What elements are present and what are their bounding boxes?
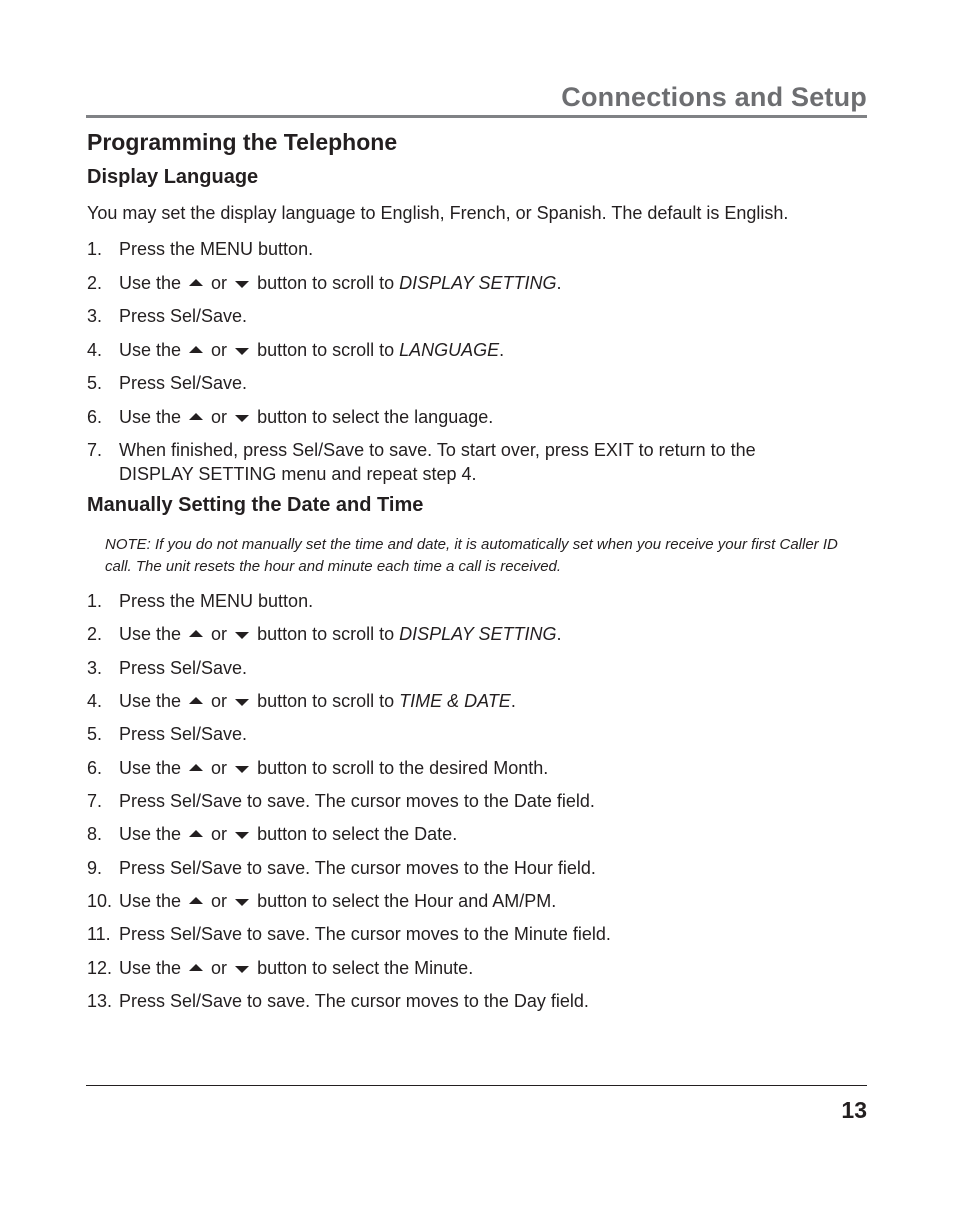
list-item <box>87 237 809 261</box>
list-item <box>87 689 516 713</box>
step-text-pre: Use the <box>119 958 182 978</box>
step-number: 12. <box>87 958 113 978</box>
down-arrow-icon <box>235 899 249 906</box>
step-text-post: button to scroll to <box>257 624 400 644</box>
list-item <box>87 622 562 646</box>
down-arrow-icon <box>235 766 249 773</box>
step-text-or: or <box>211 407 228 427</box>
step-menu-name: LANGUAGE <box>399 340 500 360</box>
step-number: 11. <box>87 924 111 944</box>
step-text: Press Sel/Save. <box>119 373 248 393</box>
step-number: 5. <box>87 373 103 393</box>
step-text-or: or <box>211 624 228 644</box>
step-text-pre: Use the <box>119 691 182 711</box>
step-text: Press the MENU button. <box>119 591 314 611</box>
step-text-or: or <box>211 891 228 911</box>
step-menu-name: DISPLAY SETTING <box>399 624 557 644</box>
footer-divider <box>86 1085 867 1086</box>
step-text: When finished, press Sel/Save to save. To start over, press EXIT to return to the DISPLAY SETTING menu and repeat step 4. <box>119 440 756 484</box>
note-text: NOTE: If you do not manually set the time and date, it is automatically set when you receive your first Caller ID call. The unit resets the hour and minute each time a call is received. <box>105 536 838 575</box>
down-arrow-icon <box>235 632 249 639</box>
step-number: 2. <box>87 624 103 644</box>
list-item <box>87 989 809 1013</box>
up-arrow-icon <box>189 764 203 771</box>
step-text-or: or <box>211 691 228 711</box>
step-number: 3. <box>87 658 103 678</box>
list-item <box>87 304 809 328</box>
list-item <box>87 656 809 680</box>
up-arrow-icon <box>189 897 203 904</box>
step-text: Press Sel/Save to save. The cursor moves to the Day field. <box>119 991 589 1011</box>
step-number: 5. <box>87 724 103 744</box>
list-item <box>87 589 809 613</box>
step-text-or: or <box>211 273 228 293</box>
step-menu-name: TIME & DATE <box>399 691 511 711</box>
up-arrow-icon <box>189 346 203 353</box>
step-text-pre: Use the <box>119 891 182 911</box>
display-language-heading: Display Language <box>87 166 259 188</box>
step-text-pre: Use the <box>119 824 182 844</box>
step-number: 1. <box>87 591 103 611</box>
step-text-post: button to select the language. <box>257 407 494 427</box>
step-text: Press Sel/Save. <box>119 724 248 744</box>
step-number: 6. <box>87 758 103 778</box>
step-text: Press Sel/Save to save. The cursor moves to the Date field. <box>119 791 595 811</box>
list-item <box>87 271 562 295</box>
step-number: 3. <box>87 306 103 326</box>
display-language-intro: You may set the display language to English, French, or Spanish. The default is English. <box>87 203 789 223</box>
step-text-post: button to scroll to <box>257 273 400 293</box>
up-arrow-icon <box>189 279 203 286</box>
up-arrow-icon <box>189 413 203 420</box>
step-text-pre: Use the <box>119 624 182 644</box>
down-arrow-icon <box>235 966 249 973</box>
step-menu-name: DISPLAY SETTING <box>399 273 557 293</box>
list-item <box>87 338 504 362</box>
list-item <box>87 371 809 395</box>
step-number: 4. <box>87 691 103 711</box>
step-text-or: or <box>211 958 228 978</box>
down-arrow-icon <box>235 832 249 839</box>
step-text-post: button to select the Date. <box>257 824 458 844</box>
step-text-post: button to scroll to the desired Month. <box>257 758 549 778</box>
up-arrow-icon <box>189 697 203 704</box>
down-arrow-icon <box>235 415 249 422</box>
step-text-end: . <box>499 340 505 360</box>
step-text-post: button to scroll to <box>257 340 400 360</box>
down-arrow-icon <box>235 348 249 355</box>
step-number: 8. <box>87 824 103 844</box>
header-divider <box>86 115 867 118</box>
step-text: Press Sel/Save. <box>119 306 248 326</box>
list-item <box>87 922 809 946</box>
list-item <box>87 856 809 880</box>
step-text-or: or <box>211 340 228 360</box>
step-text: Press Sel/Save to save. The cursor moves to the Hour field. <box>119 858 596 878</box>
step-text-pre: Use the <box>119 407 182 427</box>
page-number: 13 <box>841 1097 867 1123</box>
section-title: Connections and Setup <box>561 82 867 112</box>
step-text: Press Sel/Save. <box>119 658 248 678</box>
down-arrow-icon <box>235 281 249 288</box>
list-item <box>87 789 809 813</box>
step-text-or: or <box>211 824 228 844</box>
step-text-post: button to select the Minute. <box>257 958 474 978</box>
step-text-post: button to select the Hour and AM/PM. <box>257 891 557 911</box>
step-number: 1. <box>87 239 103 259</box>
list-item <box>87 756 548 780</box>
up-arrow-icon <box>189 630 203 637</box>
step-text-end: . <box>510 691 516 711</box>
down-arrow-icon <box>235 699 249 706</box>
list-item <box>87 438 809 486</box>
step-text-or: or <box>211 758 228 778</box>
step-number: 10. <box>87 891 113 911</box>
step-number: 9. <box>87 858 103 878</box>
step-number: 2. <box>87 273 103 293</box>
step-number: 6. <box>87 407 103 427</box>
step-text: Press the MENU button. <box>119 239 314 259</box>
date-time-heading: Manually Setting the Date and Time <box>87 494 424 516</box>
step-text-pre: Use the <box>119 340 182 360</box>
list-item <box>87 405 493 429</box>
list-item <box>87 889 556 913</box>
up-arrow-icon <box>189 964 203 971</box>
step-text-post: button to scroll to <box>257 691 400 711</box>
step-number: 4. <box>87 340 103 360</box>
list-item <box>87 956 473 980</box>
list-item <box>87 722 809 746</box>
up-arrow-icon <box>189 830 203 837</box>
step-number: 13. <box>87 991 113 1011</box>
step-number: 7. <box>87 791 103 811</box>
step-text-end: . <box>556 624 562 644</box>
list-item <box>87 822 457 846</box>
step-text-pre: Use the <box>119 273 182 293</box>
step-text-end: . <box>556 273 562 293</box>
step-text: Press Sel/Save to save. The cursor moves to the Minute field. <box>119 924 611 944</box>
page-title: Programming the Telephone <box>87 129 398 155</box>
step-number: 7. <box>87 440 103 460</box>
step-text-pre: Use the <box>119 758 182 778</box>
